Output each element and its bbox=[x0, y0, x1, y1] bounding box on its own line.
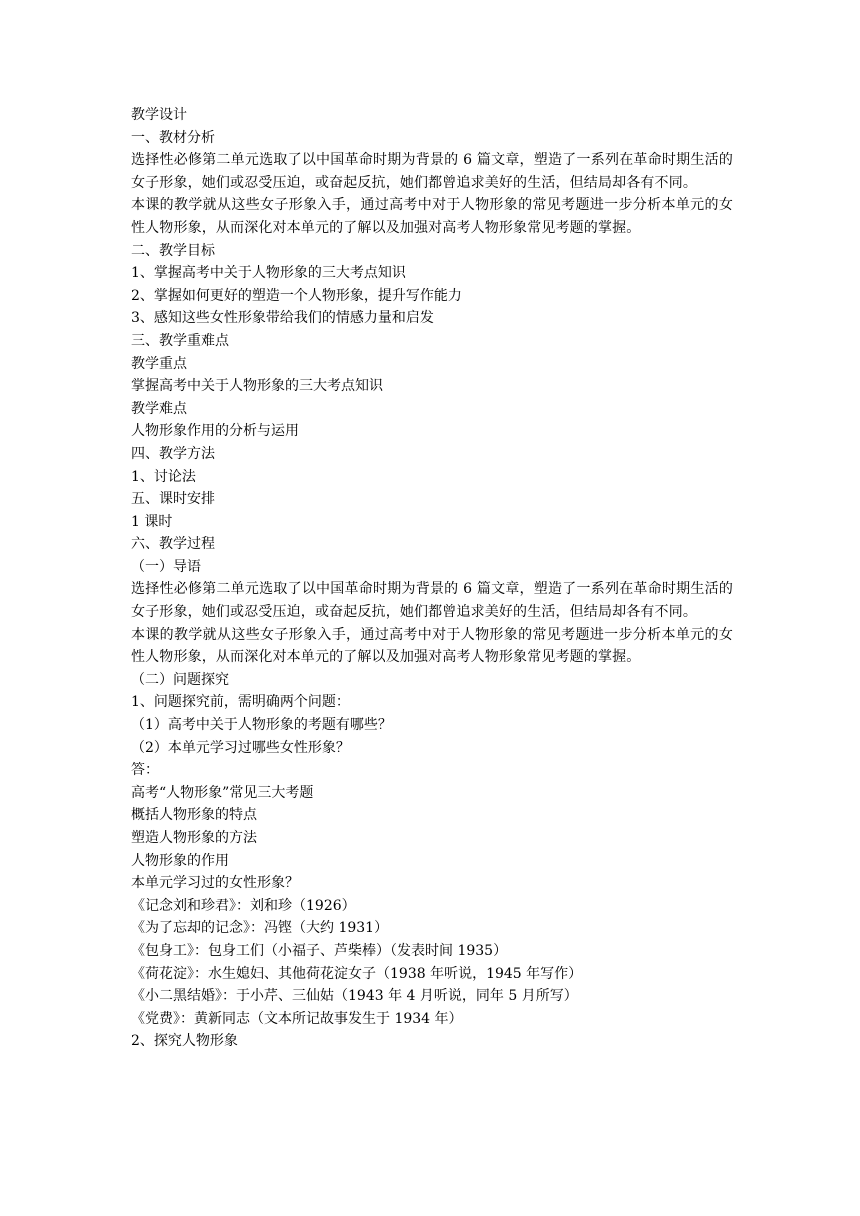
text-line: 六、教学过程 bbox=[131, 536, 215, 553]
body-paragraph: 选择性必修第二单元选取了以中国革命时期为背景的 6 篇文章，塑造了一系列在革命时期生活的女子形象，她们或忍受压迫，或奋起反抗，她们都曾追求美好的生活，但结局却各有不同。 bbox=[131, 581, 733, 621]
text-line: 本单元学习过的女性形象？ bbox=[131, 875, 299, 892]
text-line: 塑造人物形象的方法 bbox=[131, 830, 257, 846]
text-line: 教学重点 bbox=[131, 355, 187, 372]
document-body bbox=[131, 127, 733, 1053]
text-line: 《记念刘和珍君》：刘和珍（1926） bbox=[131, 897, 356, 914]
text-line: 掌握高考中关于人物形象的三大考点知识 bbox=[131, 378, 383, 395]
text-line: 3、感知这些女性形象带给我们的情感力量和启发 bbox=[131, 310, 434, 327]
text-line: 三、教学重难点 bbox=[131, 332, 229, 349]
text-line: 《荷花淀》：水生媳妇、其他荷花淀女子（1938 年听说，1945 年写作） bbox=[131, 965, 583, 982]
body-paragraph: 选择性必修第二单元选取了以中国革命时期为背景的 6 篇文章，塑造了一系列在革命时期生活的女子形象，她们或忍受压迫，或奋起反抗，她们都曾追求美好的生活，但结局却各有不同。 bbox=[131, 152, 733, 191]
text-line: （二）问题探究 bbox=[131, 671, 229, 688]
text-line: 1、掌握高考中关于人物形象的三大考点知识 bbox=[131, 265, 406, 282]
body-paragraph: 本课的教学就从这些女子形象入手，通过高考中对于人物形象的常见考题进一步分析本单元的女性人物形象，从而深化对本单元的了解以及加强对高考人物形象常见考题的掌握。 bbox=[131, 626, 733, 666]
text-line: 2、探究人物形象 bbox=[131, 1033, 238, 1050]
text-line: 概括人物形象的特点 bbox=[131, 807, 257, 824]
text-line: （2）本单元学习过哪些女性形象？ bbox=[131, 739, 350, 756]
text-line: 《小二黑结婚》：于小芹、三仙姑（1943 年 4 月听说，同年 5 月所写） bbox=[131, 988, 578, 1005]
text-line: 四、教学方法 bbox=[131, 445, 215, 462]
text-line: 《为了忘却的记念》：冯铿（大约 1931） bbox=[131, 920, 389, 937]
text-line: 2、掌握如何更好的塑造一个人物形象，提升写作能力 bbox=[131, 287, 462, 304]
text-line: 教学难点 bbox=[131, 400, 187, 417]
text-line: 1 课时 bbox=[131, 513, 173, 530]
text-line: 二、教学目标 bbox=[131, 242, 215, 259]
text-line: 一、教材分析 bbox=[131, 129, 215, 146]
text-line: （1）高考中关于人物形象的考题有哪些？ bbox=[131, 717, 392, 734]
text-line: 1、讨论法 bbox=[131, 468, 196, 485]
document-page bbox=[131, 104, 733, 1053]
body-paragraph: 本课的教学就从这些女子形象入手，通过高考中对于人物形象的常见考题进一步分析本单元的女性人物形象，从而深化对本单元的了解以及加强对高考人物形象常见考题的掌握。 bbox=[131, 197, 733, 236]
text-line: 五、课时安排 bbox=[131, 491, 215, 508]
text-line: 《包身工》：包身工们（小福子、芦柴棒）（发表时间 1935） bbox=[131, 942, 508, 959]
text-line: 人物形象的作用 bbox=[131, 852, 229, 869]
document-title: 教学设计 bbox=[131, 107, 187, 123]
text-line: 高考“人物形象”常见三大考题 bbox=[131, 784, 314, 801]
text-line: 《党费》：黄新同志（文本所记故事发生于 1934 年） bbox=[131, 1010, 463, 1027]
text-line: （一）导语 bbox=[131, 558, 201, 575]
text-line: 人物形象作用的分析与运用 bbox=[131, 423, 299, 440]
text-line: 答： bbox=[131, 762, 159, 779]
text-line: 1、问题探究前，需明确两个问题： bbox=[131, 694, 350, 711]
